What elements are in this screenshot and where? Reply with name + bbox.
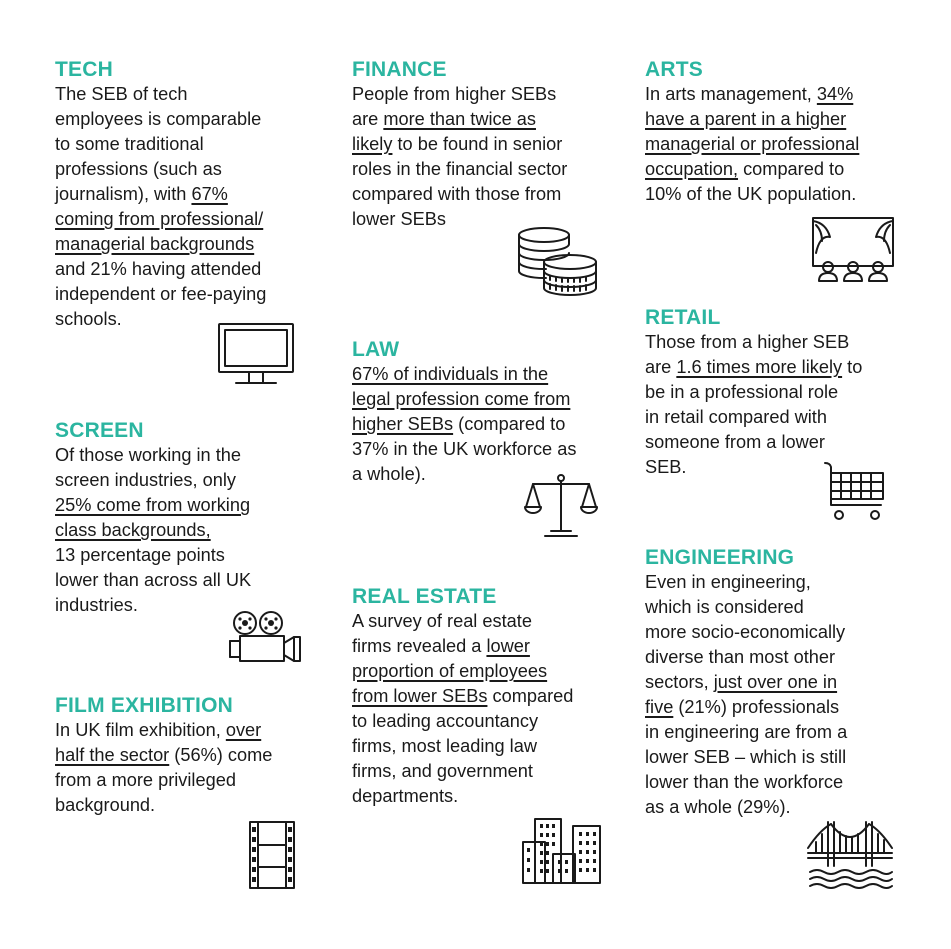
shopping-cart-icon [823,461,887,523]
coin-stacks-icon [516,225,600,295]
section-tech [55,57,266,332]
finance-body: People from higher SEBs are more than twice as likely to be found in senior roles in the financial sector compared with those from lower SEBs [352,84,568,229]
section-title-engineering: ENGINEERING [645,546,795,569]
section-title-retail: RETAIL [645,306,721,329]
realestate-body: A survey of real estate firms revealed a lower proportion of employees from lower SEBs compared to leading accountancy firms, most leading law firms, and government departments. [352,611,574,806]
retail-body: Those from a higher SEB are 1.6 times more likely to be in a professional role in retail compared with someone from a lower SEB. [645,332,863,477]
screen-body: Of those working in the screen industries, only 25% come from working class backgrounds, 13 percentage points lower than across all UK industries. [55,445,252,615]
section-title-arts: ARTS [645,58,703,81]
section-title-real-estate: REAL ESTATE [352,585,497,608]
section-title-law: LAW [352,338,400,361]
computer-monitor-icon [218,323,296,389]
suspension-bridge-icon [808,820,892,890]
engineering-body: Even in engineering, which is considered more socio-economically diverse than most other sectors, just over one in five (21%) professionals in engineering are from a lower SEB – which is still lower than the workforce as a whole (29%). [645,572,848,817]
film-camera-icon [228,609,304,667]
theatre-stage-icon [812,217,894,285]
tech-body: The SEB of tech employees is comparable to some traditional professions (such as journalism), with 67% coming from professional/ managerial backgrounds and 21% having attended independent or fee-paying schools. [55,84,267,329]
office-buildings-icon [522,818,602,884]
scales-of-justice-icon [525,473,597,539]
film-body: In UK film exhibition, over half the sector (56%) come from a more privileged background. [55,720,273,815]
section-screen [55,418,251,618]
section-title-screen: SCREEN [55,419,144,442]
law-body: 67% of individuals in the legal profession come from higher SEBs (compared to 37% in the UK workforce as a whole). [352,364,577,484]
section-film-exhibition [55,693,272,818]
section-law [352,337,576,487]
section-finance [352,57,567,232]
section-title-tech: TECH [55,58,113,81]
section-retail [645,305,862,480]
section-title-finance: FINANCE [352,58,447,81]
arts-body: In arts management, 34% have a parent in a higher managerial or professional occupation, compared to 10% of the UK population. [645,84,860,204]
section-real-estate [352,584,573,809]
section-arts [645,57,859,207]
section-title-film-exhibition: FILM EXHIBITION [55,694,233,717]
film-strip-icon [249,821,295,889]
section-engineering [645,545,847,820]
